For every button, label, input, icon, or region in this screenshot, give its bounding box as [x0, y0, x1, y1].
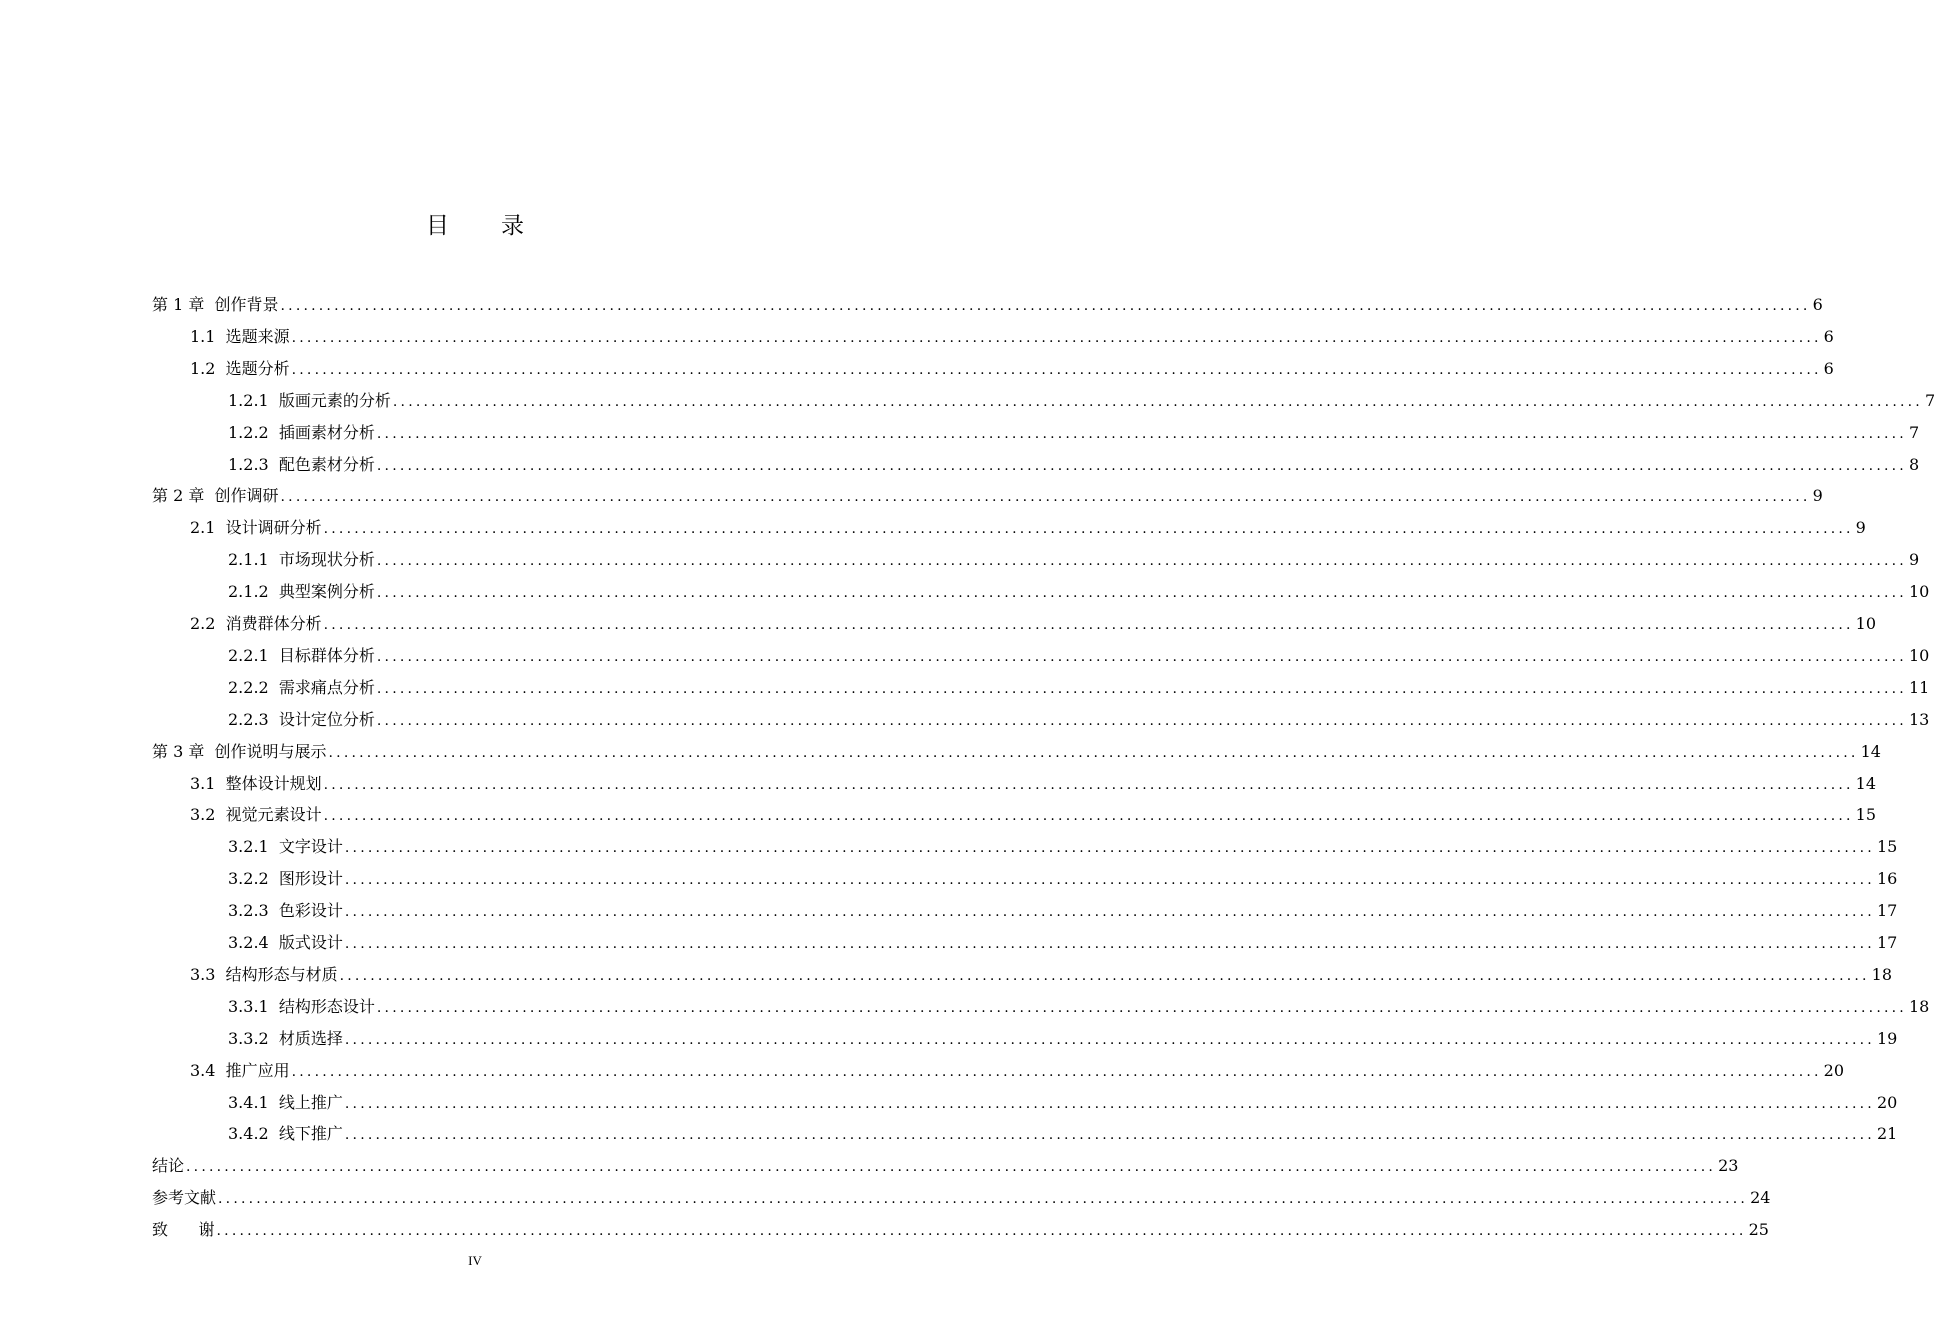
toc-entry-label: 致 谢 — [152, 1220, 215, 1240]
toc-entry-label: 3.2.2 图形设计 — [228, 869, 343, 889]
toc-entry-label: 3.2.1 文字设计 — [228, 837, 343, 857]
toc-entry[interactable] — [228, 831, 1898, 863]
toc-leader-dots: ........................................................................................................................................................................................................ — [344, 1031, 1875, 1048]
toc-entry-label: 1.2.3 配色素材分析 — [228, 454, 375, 474]
toc-entry-label: 3.4 推广应用 — [190, 1060, 290, 1080]
toc-entry[interactable] — [152, 480, 1823, 512]
toc-entry[interactable] — [228, 895, 1898, 927]
toc-leader-dots: ........................................................................................................................................................................................................ — [376, 712, 1907, 729]
toc-entry-page: 20 — [1823, 1060, 1845, 1080]
toc-entry-label: 1.2.2 插画素材分析 — [228, 422, 375, 442]
toc-entry[interactable] — [228, 1118, 1898, 1150]
toc-entry[interactable] — [228, 417, 1920, 449]
toc-entry-label: 1.2 选题分析 — [190, 358, 290, 378]
toc-entry-label: 3.4.2 线下推广 — [228, 1124, 343, 1144]
toc-entry[interactable] — [228, 576, 1930, 608]
toc-entry-page: 11 — [1908, 677, 1930, 697]
toc-entry[interactable] — [228, 672, 1930, 704]
toc-leader-dots: ........................................................................................................................................................................................................ — [376, 553, 1907, 570]
toc-leader-dots: ........................................................................................................................................................................................................ — [280, 489, 1811, 506]
toc-leader-dots: ........................................................................................................................................................................................................ — [392, 393, 1923, 410]
toc-entry-label: 3.3 结构形态与材质 — [190, 964, 338, 984]
toc-leader-dots: ........................................................................................................................................................................................................ — [344, 840, 1875, 857]
toc-entry-page: 25 — [1748, 1220, 1769, 1240]
toc-entry-label: 参考文献 — [152, 1188, 217, 1208]
toc-entry[interactable] — [228, 449, 1920, 481]
toc-entry-label: 结论 — [152, 1156, 185, 1176]
toc-leader-dots: ........................................................................................................................................................................................................ — [328, 744, 1859, 761]
toc-entry-page: 6 — [1812, 295, 1823, 314]
toc-entry[interactable] — [152, 289, 1823, 321]
toc-entry-page: 9 — [1812, 486, 1823, 506]
toc-entry-page: 10 — [1908, 582, 1930, 602]
toc-entry-label: 2.1.2 典型案例分析 — [228, 582, 375, 602]
toc-entry-label: 第 1 章 创作背景 — [152, 295, 279, 314]
toc-entry-page: 6 — [1823, 326, 1834, 346]
toc-entry-page: 9 — [1908, 550, 1920, 570]
toc-entry[interactable] — [152, 1182, 1771, 1214]
toc-entry[interactable] — [228, 385, 1935, 417]
toc-leader-dots: ........................................................................................................................................................................................................ — [376, 457, 1907, 474]
toc-leader-dots: ........................................................................................................................................................................................................ — [376, 680, 1907, 697]
page-title — [0, 207, 950, 240]
title-char-2: 录 — [501, 213, 524, 239]
toc-leader-dots: ........................................................................................................................................................................................................ — [344, 936, 1875, 952]
toc-leader-dots: ........................................................................................................................................................................................................ — [218, 1191, 1749, 1208]
toc-entry[interactable] — [152, 1150, 1739, 1182]
toc-entry-label: 3.3.1 结构形态设计 — [228, 996, 375, 1016]
toc-entry-page: 6 — [1823, 358, 1834, 378]
toc-entry-page: 18 — [1871, 964, 1893, 984]
toc-leader-dots: ........................................................................................................................................................................................................ — [291, 1063, 1822, 1080]
toc-entry-label: 2.1.1 市场现状分析 — [228, 550, 375, 570]
toc-leader-dots: ........................................................................................................................................................................................................ — [344, 1095, 1875, 1112]
toc-entry[interactable] — [228, 991, 1930, 1023]
toc-leader-dots: ........................................................................................................................................................................................................ — [323, 521, 1854, 538]
toc-entry[interactable] — [190, 512, 1866, 544]
toc-leader-dots: ........................................................................................................................................................................................................ — [186, 1159, 1717, 1176]
toc-entry[interactable] — [190, 608, 1877, 640]
toc-leader-dots: ........................................................................................................................................................................................................ — [344, 1127, 1875, 1144]
toc-entry-page: 10 — [1908, 645, 1930, 665]
toc-entry-label: 1.1 选题来源 — [190, 326, 290, 346]
toc-entry-page: 15 — [1876, 837, 1898, 857]
toc-entry-page: 18 — [1908, 996, 1930, 1016]
toc-entry-page: 8 — [1908, 454, 1920, 474]
toc-entry[interactable] — [228, 1023, 1898, 1055]
toc-entry-page: 14 — [1860, 741, 1881, 761]
toc-entry-page: 17 — [1876, 933, 1898, 952]
toc-entry[interactable] — [190, 353, 1834, 385]
toc-entry-label: 第 3 章 创作说明与展示 — [152, 741, 327, 761]
toc-entry[interactable] — [152, 1214, 1769, 1246]
toc-entry-label: 3.3.2 材质选择 — [228, 1028, 343, 1048]
toc-entry[interactable] — [228, 1087, 1898, 1119]
toc-entry-page: 15 — [1855, 805, 1877, 825]
toc-entry-page: 9 — [1855, 518, 1866, 538]
toc-leader-dots: ........................................................................................................................................................................................................ — [323, 808, 1854, 825]
toc-entry-page: 16 — [1876, 869, 1898, 889]
toc-leader-dots: ........................................................................................................................................................................................................ — [376, 999, 1907, 1016]
toc-entry-page: 14 — [1855, 773, 1877, 793]
toc-entry-page: 10 — [1855, 614, 1877, 633]
toc-entry-label: 3.2.4 版式设计 — [228, 933, 343, 952]
toc-entry-label: 2.2.1 目标群体分析 — [228, 645, 375, 665]
toc-leader-dots: ........................................................................................................................................................................................................ — [216, 1223, 1747, 1240]
title-char-1: 目 — [426, 213, 449, 239]
toc-entry[interactable] — [152, 736, 1881, 768]
toc-entry[interactable] — [190, 959, 1893, 991]
toc-entry[interactable] — [228, 927, 1898, 959]
toc-leader-dots: ........................................................................................................................................................................................................ — [291, 329, 1822, 346]
toc-entry[interactable] — [190, 799, 1877, 831]
toc-entry-label: 2.1 设计调研分析 — [190, 518, 322, 538]
toc-entry-page: 13 — [1908, 709, 1930, 729]
toc-entry-label: 2.2.2 需求痛点分析 — [228, 677, 375, 697]
toc-entry-label: 3.1 整体设计规划 — [190, 773, 322, 793]
toc-entry-page: 24 — [1750, 1188, 1771, 1208]
toc-entry-page: 23 — [1718, 1156, 1739, 1176]
toc-leader-dots: ........................................................................................................................................................................................................ — [376, 648, 1907, 665]
toc-entry[interactable] — [190, 1055, 1845, 1087]
toc-entry[interactable] — [228, 863, 1898, 895]
toc-entry-label: 1.2.1 版画元素的分析 — [228, 390, 391, 410]
toc-entry-label: 2.2 消费群体分析 — [190, 614, 322, 633]
toc-leader-dots: ........................................................................................................................................................................................................ — [339, 967, 1870, 984]
toc-entry-label: 第 2 章 创作调研 — [152, 486, 279, 506]
page-number: IV — [468, 1253, 482, 1268]
toc-entry[interactable] — [190, 768, 1877, 800]
toc-entry-label: 3.2 视觉元素设计 — [190, 805, 322, 825]
toc-entry-page: 21 — [1876, 1124, 1898, 1144]
toc-entry[interactable] — [190, 321, 1834, 353]
toc-leader-dots: ........................................................................................................................................................................................................ — [344, 904, 1875, 921]
toc-entry[interactable] — [228, 544, 1920, 576]
toc-entry[interactable] — [228, 704, 1930, 736]
toc-leader-dots: ........................................................................................................................................................................................................ — [376, 425, 1907, 442]
toc-entry-page: 20 — [1876, 1092, 1898, 1112]
toc-leader-dots: ........................................................................................................................................................................................................ — [291, 361, 1822, 378]
toc-leader-dots: ........................................................................................................................................................................................................ — [323, 776, 1854, 793]
toc-entry-page: 7 — [1924, 390, 1935, 410]
toc-entry-page: 17 — [1876, 901, 1898, 921]
toc-entry-page: 19 — [1876, 1028, 1898, 1048]
toc-leader-dots: ........................................................................................................................................................................................................ — [323, 617, 1854, 633]
toc-leader-dots: ........................................................................................................................................................................................................ — [376, 585, 1907, 602]
toc-leader-dots: ........................................................................................................................................................................................................ — [280, 298, 1811, 314]
toc-entry[interactable] — [228, 640, 1930, 672]
toc-entry-page: 7 — [1908, 422, 1920, 442]
toc-entry-label: 2.2.3 设计定位分析 — [228, 709, 375, 729]
toc-entry-label: 3.4.1 线上推广 — [228, 1092, 343, 1112]
toc-leader-dots: ........................................................................................................................................................................................................ — [344, 872, 1875, 889]
toc-entry-label: 3.2.3 色彩设计 — [228, 901, 343, 921]
